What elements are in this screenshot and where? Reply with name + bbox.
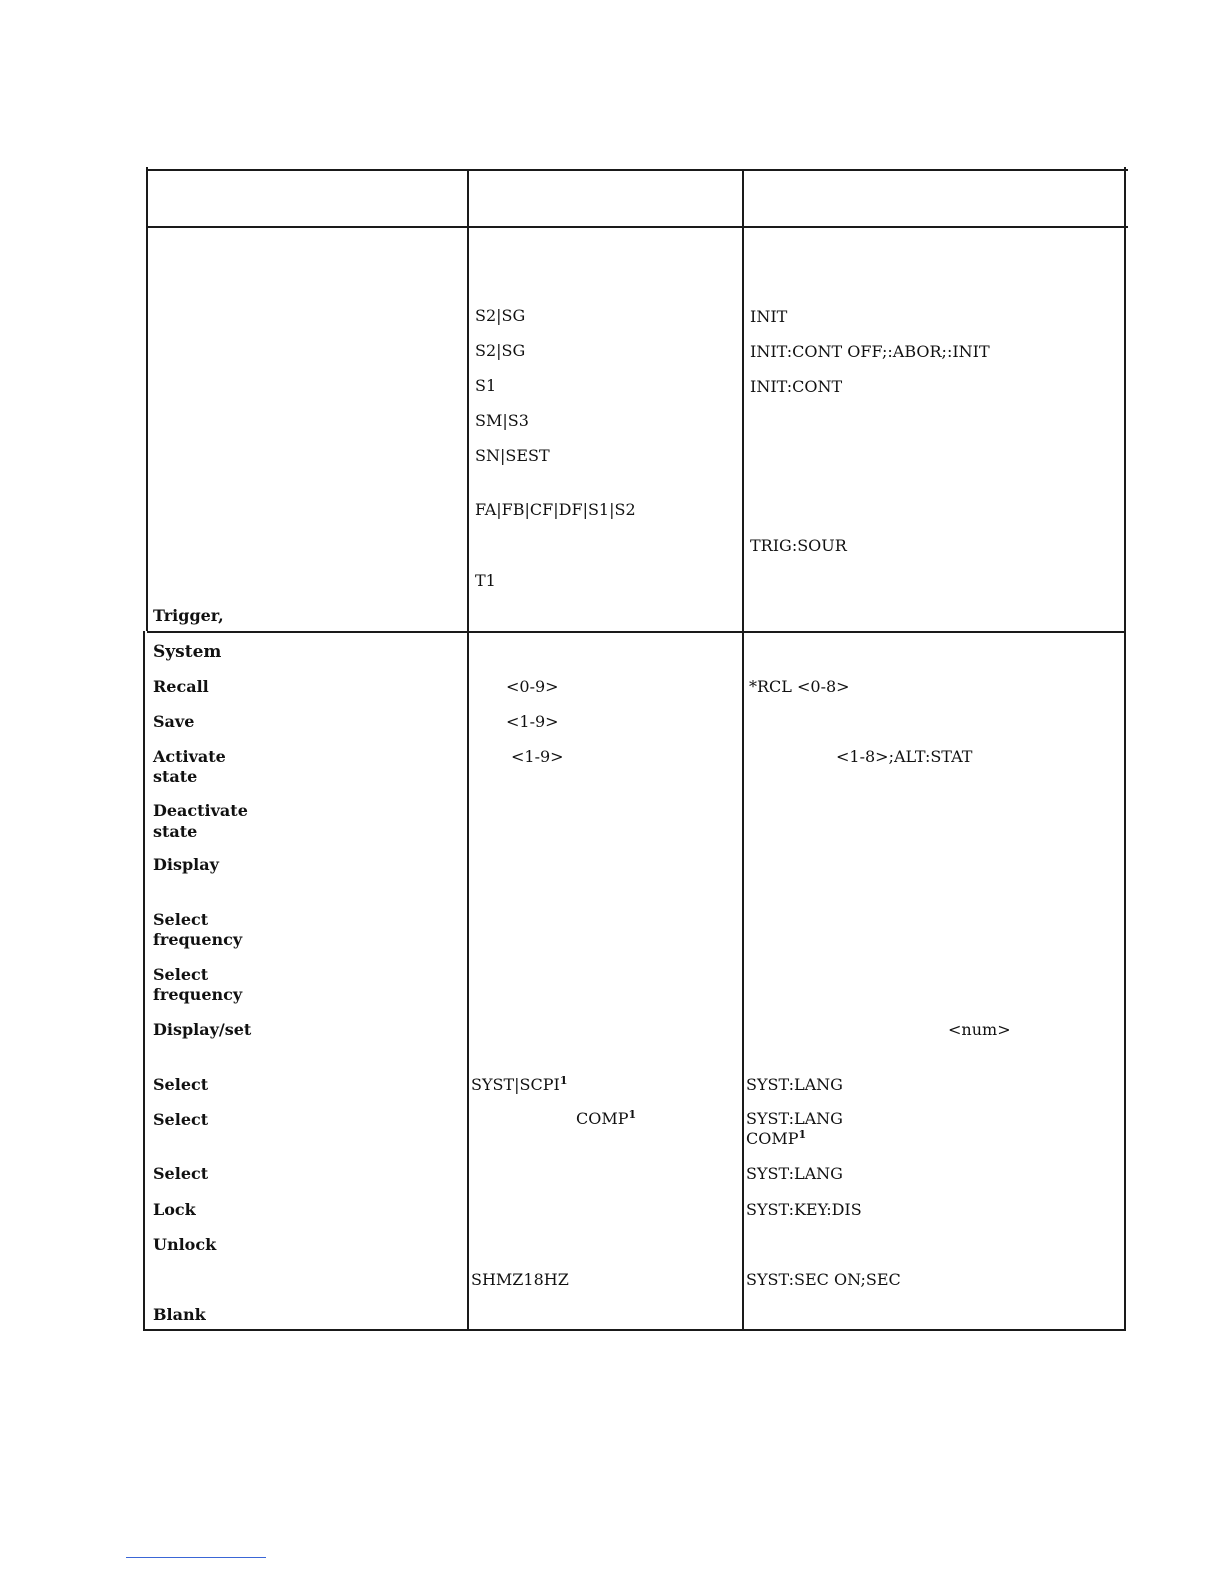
scpi-cell-display-set: <num> (948, 1020, 1011, 1039)
code-cell: T1 (475, 571, 496, 590)
code-text: SYST|SCPI (471, 1075, 560, 1094)
function-save: Save (153, 712, 195, 731)
function-activate-state: state (153, 767, 198, 786)
function-activate: Activate (153, 747, 226, 766)
table-bottom-rule (143, 1329, 1126, 1331)
code-cell-save: <1-9> (506, 712, 559, 731)
function-recall: Recall (153, 677, 209, 696)
scpi-cell: INIT (750, 307, 788, 326)
footnote-mark: 1 (798, 1128, 807, 1141)
code-cell-recall: <0-9> (506, 677, 559, 696)
column-divider-1 (467, 169, 469, 1331)
code-cell: SM|S3 (475, 411, 529, 430)
code-cell: FA|FB|CF|DF|S1|S2 (475, 500, 636, 519)
scpi-cell: INIT:CONT OFF;:ABOR;:INIT (750, 342, 990, 361)
function-select-3: Select (153, 1075, 209, 1094)
code-cell: S2|SG (475, 341, 526, 360)
function-unlock: Unlock (153, 1235, 217, 1254)
table-left-edge-lower (143, 631, 145, 1331)
code-cell: S1 (475, 376, 497, 395)
scpi-cell-lang-2: SYST:LANG (746, 1109, 843, 1128)
scpi-text: COMP (746, 1129, 799, 1148)
scpi-cell: INIT:CONT (750, 377, 843, 396)
header-bottom-rule (147, 226, 1128, 228)
function-select-4: Select (153, 1110, 209, 1129)
scpi-cell: TRIG:SOUR (750, 536, 847, 555)
footnote-separator (126, 1557, 266, 1558)
table-top-rule (147, 169, 1128, 171)
scpi-cell-lang-1: SYST:LANG (746, 1075, 843, 1094)
function-blank: Blank (153, 1305, 206, 1324)
scpi-cell-activate: <1-8>;ALT:STAT (836, 747, 973, 766)
code-text: COMP (576, 1109, 629, 1128)
column-divider-2 (742, 169, 744, 1331)
section-title-system: System (153, 642, 222, 662)
function-deactivate: Deactivate (153, 801, 248, 820)
code-cell-syst-scpi (471, 1075, 568, 1095)
code-cell: S2|SG (475, 306, 526, 325)
function-select-2-frequency: frequency (153, 985, 243, 1004)
function-deactivate-state: state (153, 822, 198, 841)
scpi-cell-sec-on: SYST:SEC ON;SEC (746, 1270, 901, 1289)
footnote-mark: 1 (559, 1074, 568, 1087)
function-lock: Lock (153, 1200, 196, 1219)
code-cell-comp (576, 1109, 636, 1129)
code-cell-activate: <1-9> (511, 747, 564, 766)
code-cell: SN|SEST (475, 446, 550, 465)
scpi-cell-lang-2-comp (746, 1129, 806, 1149)
function-display: Display (153, 855, 219, 874)
scpi-cell-key-dis: SYST:KEY:DIS (746, 1200, 862, 1219)
function-display-set: Display/set (153, 1020, 252, 1039)
function-trigger: Trigger, (153, 606, 224, 625)
code-cell-shmz: SHMZ18HZ (471, 1270, 569, 1289)
function-select-1: Select (153, 910, 209, 929)
function-select-2: Select (153, 965, 209, 984)
footnote-mark: 1 (628, 1108, 637, 1121)
table-left-edge-upper (146, 167, 148, 631)
function-select-1-frequency: frequency (153, 930, 243, 949)
function-select-5: Select (153, 1164, 209, 1183)
scpi-cell-lang-3: SYST:LANG (746, 1164, 843, 1183)
scpi-cell-recall: *RCL <0-8> (749, 677, 850, 696)
table-right-edge (1124, 167, 1126, 1331)
section-divider-rule (147, 631, 1126, 633)
